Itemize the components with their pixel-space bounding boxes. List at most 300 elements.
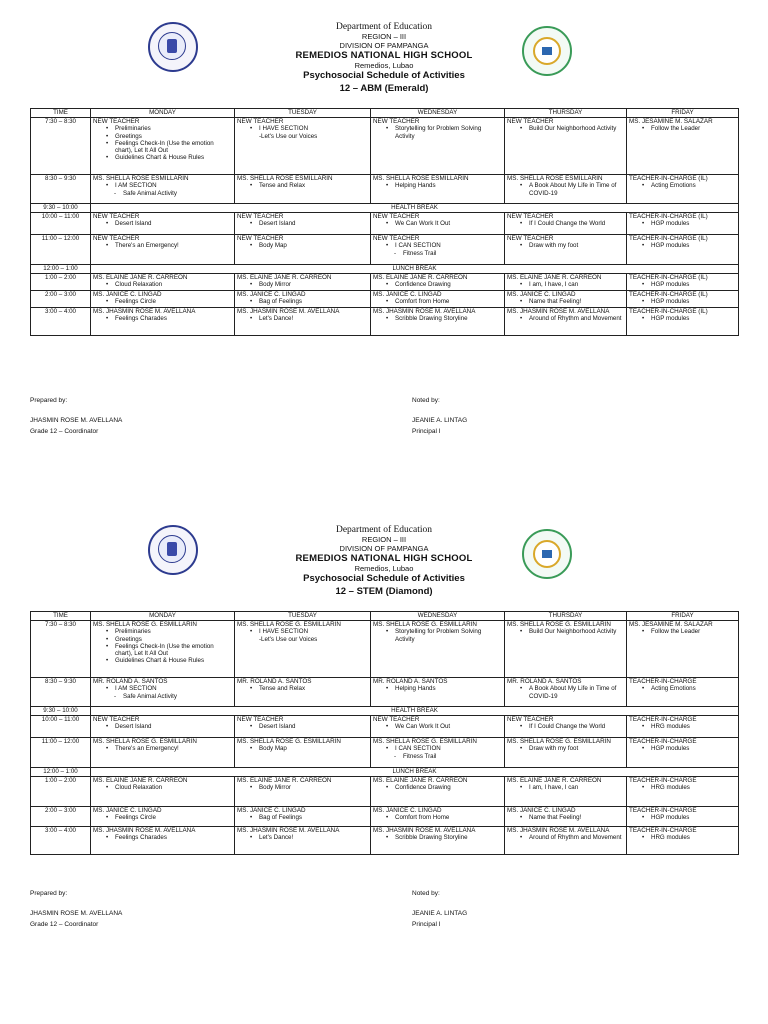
- activity-cell: [627, 827, 739, 855]
- activity-item: • I HAVE SECTION: [259, 628, 368, 635]
- activity-cell: [371, 308, 505, 336]
- teacher-name: MS. ELAINE JANE R. CARREON: [237, 777, 332, 784]
- activity-cell: [235, 827, 371, 855]
- activity-item: • Cloud Relaxation: [115, 281, 232, 288]
- activity-item: -Let's Use our Voices: [259, 132, 318, 140]
- teacher-name: MR. ROLAND A. SANTOS: [93, 678, 168, 685]
- activity-item: • Name that Feeling!: [529, 298, 624, 305]
- time-slot: 8:30 – 9:30: [31, 678, 91, 707]
- activity-cell: [235, 807, 371, 827]
- teacher-name: NEW TEACHER: [93, 716, 140, 723]
- teacher-name: MS. JESAMINE M. SALAZAR: [629, 621, 713, 628]
- activity-item: • Acting Emotions: [651, 685, 736, 692]
- schedule-title: Psychosocial Schedule of Activities: [303, 70, 465, 81]
- time-slot: 10:00 – 11:00: [31, 716, 91, 738]
- teacher-name: TEACHER-IN-CHARGE (IL): [629, 308, 708, 315]
- activity-list: [373, 281, 502, 288]
- teacher-name: MS. JHASMIN ROSE M. AVELLANA: [237, 308, 340, 315]
- teacher-name: MS. ELAINE JANE R. CARREON: [93, 777, 188, 784]
- time-slot: 11:00 – 12:00: [31, 235, 91, 265]
- activity-list: [237, 298, 368, 305]
- activity-list: [373, 298, 502, 305]
- table-header-row: [31, 612, 739, 621]
- column-header: TIME: [31, 612, 91, 621]
- activity-list: [93, 834, 232, 841]
- table-row: [31, 175, 739, 204]
- activity-cell: [91, 777, 235, 807]
- activity-list: [93, 745, 232, 752]
- activity-list: [629, 628, 736, 635]
- activity-item: • Comfort from Home: [395, 298, 502, 305]
- activity-item: • There's an Emergency!: [115, 745, 232, 752]
- department-name: Department of Education: [335, 22, 433, 32]
- schedule-section-stem: [30, 523, 738, 928]
- activity-list: [507, 834, 624, 841]
- teacher-name: MS. ELAINE JANE R. CARREON: [373, 274, 468, 281]
- activity-list: [237, 125, 368, 140]
- activity-list: [93, 182, 232, 197]
- teacher-name: MS. ELAINE JANE R. CARREON: [507, 274, 602, 281]
- school-seal-icon: [522, 529, 572, 579]
- teacher-name: MS. JANICE C. LINGAD: [507, 807, 576, 814]
- activity-list: [507, 298, 624, 305]
- activity-cell: [371, 827, 505, 855]
- activity-cell: [627, 118, 739, 175]
- activity-item: • Feelings Circle: [115, 814, 232, 821]
- activity-list: [507, 315, 624, 322]
- activity-cell: [627, 777, 739, 807]
- activity-cell: [235, 291, 371, 308]
- teacher-name: MS. JHASMIN ROSE M. AVELLANA: [373, 827, 476, 834]
- activity-list: [237, 220, 368, 227]
- column-header: WEDNESDAY: [371, 612, 505, 621]
- time-slot: 9:30 – 10:00: [31, 204, 91, 213]
- activity-list: [373, 784, 502, 791]
- table-row: [31, 777, 739, 807]
- break-row: [31, 768, 739, 777]
- time-slot: 2:00 – 3:00: [31, 807, 91, 827]
- activity-item: • Desert Island: [115, 220, 232, 227]
- activity-item: • Guidelines Chart & House Rules: [115, 657, 232, 664]
- teacher-name: MS. JANICE C. LINGAD: [507, 291, 576, 298]
- teacher-name: MS. SHELLA ROSE G. ESMILLARIN: [93, 621, 197, 628]
- teacher-name: MS. JANICE C. LINGAD: [237, 291, 306, 298]
- activity-item: • Greetings: [115, 636, 232, 643]
- activity-item: • Feelings Check-In (Use the emotion chart), Let It All Out: [115, 140, 232, 155]
- activity-cell: [627, 213, 739, 235]
- activity-cell: [505, 716, 627, 738]
- column-header: THURSDAY: [505, 109, 627, 118]
- teacher-name: NEW TEACHER: [373, 213, 420, 220]
- activity-cell: [235, 621, 371, 678]
- activity-item: • There's an Emergency!: [115, 242, 232, 249]
- teacher-name: NEW TEACHER: [237, 213, 284, 220]
- activity-item: - Fitness Trail: [403, 250, 502, 257]
- prepared-by-label: Prepared by:: [30, 397, 68, 404]
- teacher-name: NEW TEACHER: [507, 213, 554, 220]
- activity-item: • Feelings Check-In (Use the emotion chart), Let It All Out: [115, 643, 232, 658]
- activity-cell: [505, 807, 627, 827]
- activity-item: • Scribble Drawing Storyline: [395, 315, 502, 322]
- activity-list: [507, 723, 624, 730]
- activity-item: • HGP modules: [651, 745, 736, 752]
- teacher-name: NEW TEACHER: [237, 716, 284, 723]
- activity-list: [507, 628, 624, 635]
- activity-cell: [627, 175, 739, 204]
- activity-list: [629, 315, 736, 322]
- teacher-name: TEACHER-IN-CHARGE: [629, 807, 697, 814]
- column-header: TUESDAY: [235, 109, 371, 118]
- activity-list: [373, 315, 502, 322]
- teacher-name: MS. JANICE C. LINGAD: [93, 291, 162, 298]
- table-row: [31, 308, 739, 336]
- activity-cell: [91, 118, 235, 175]
- activity-item: • Helping Hands: [395, 182, 502, 189]
- activity-list: [237, 745, 368, 752]
- activity-list: [237, 784, 368, 791]
- activity-item: • Body Map: [259, 745, 368, 752]
- teacher-name: MS. JHASMIN ROSE M. AVELLANA: [237, 827, 340, 834]
- activity-cell: [235, 274, 371, 291]
- activity-list: [93, 281, 232, 288]
- time-slot: 3:00 – 4:00: [31, 827, 91, 855]
- time-slot: 8:30 – 9:30: [31, 175, 91, 204]
- break-label: HEALTH BREAK: [91, 707, 739, 716]
- activity-item: • Body Map: [259, 242, 368, 249]
- signature-block: [30, 396, 738, 446]
- schedule-section-abm: [30, 20, 738, 435]
- activity-item: • Feelings Charades: [115, 315, 232, 322]
- teacher-name: MR. ROLAND A. SANTOS: [507, 678, 582, 685]
- activity-cell: [505, 827, 627, 855]
- activity-cell: [371, 213, 505, 235]
- column-header: FRIDAY: [627, 109, 739, 118]
- activity-item: • Acting Emotions: [651, 182, 736, 189]
- school-name: REMEDIOS NATIONAL HIGH SCHOOL: [295, 50, 473, 61]
- column-header: WEDNESDAY: [371, 109, 505, 118]
- activity-cell: [505, 738, 627, 768]
- table-header-row: [31, 109, 739, 118]
- activity-item: • HRG modules: [651, 723, 736, 730]
- activity-item: • If I Could Change the World: [529, 723, 624, 730]
- teacher-name: MS. SHELLA ROSE ESMILLARIN: [373, 175, 469, 182]
- activity-cell: [91, 274, 235, 291]
- time-slot: 1:00 – 2:00: [31, 274, 91, 291]
- activity-list: [237, 281, 368, 288]
- activity-item: • HGP modules: [651, 281, 736, 288]
- activity-list: [629, 281, 736, 288]
- school-location: Remedios, Lubao: [354, 564, 414, 573]
- teacher-name: MS. JANICE C. LINGAD: [373, 291, 442, 298]
- activity-cell: [371, 777, 505, 807]
- break-label: LUNCH BREAK: [91, 768, 739, 777]
- activity-cell: [505, 678, 627, 707]
- column-header: MONDAY: [91, 612, 235, 621]
- activity-cell: [371, 118, 505, 175]
- activity-list: [237, 242, 368, 249]
- activity-cell: [371, 274, 505, 291]
- activity-list: [507, 125, 624, 132]
- teacher-name: MS. JESAMINE M. SALAZAR: [629, 118, 713, 125]
- teacher-name: MS. JANICE C. LINGAD: [93, 807, 162, 814]
- preparer-role: Grade 12 – Coordinator: [30, 921, 99, 928]
- activity-item: • HRG modules: [651, 834, 736, 841]
- activity-cell: [371, 291, 505, 308]
- activity-item: • Tense and Relax: [259, 182, 368, 189]
- activity-item: • I am, I have, I can: [529, 281, 624, 288]
- activity-item: • Desert Island: [115, 723, 232, 730]
- activity-item: • I AM SECTION: [115, 685, 232, 692]
- activity-item: • A Book About My Life in Time of COVID-19: [529, 685, 624, 700]
- activity-item: • Body Mirror: [259, 281, 368, 288]
- teacher-name: MS. SHELLA ROSE ESMILLARIN: [507, 175, 603, 182]
- activity-cell: [627, 291, 739, 308]
- activity-list: [93, 814, 232, 821]
- table-row: [31, 716, 739, 738]
- activity-item: • HGP modules: [651, 298, 736, 305]
- activity-list: [629, 685, 736, 692]
- activity-cell: [91, 621, 235, 678]
- activity-list: [373, 182, 502, 189]
- noter-name: JEANIE A. LINTAG: [412, 910, 468, 917]
- prepared-by-label: Prepared by:: [30, 890, 68, 897]
- activity-item: • Bag of Feelings: [259, 298, 368, 305]
- activity-item: • Let's Dance!: [259, 315, 368, 322]
- teacher-name: MS. SHELLA ROSE G. ESMILLARIN: [237, 738, 341, 745]
- teacher-name: MS. JANICE C. LINGAD: [373, 807, 442, 814]
- teacher-name: TEACHER-IN-CHARGE: [629, 777, 697, 784]
- activity-cell: [371, 678, 505, 707]
- activity-list: [629, 784, 736, 791]
- teacher-name: MS. JHASMIN ROSE M. AVELLANA: [507, 308, 610, 315]
- activity-list: [629, 125, 736, 132]
- school-name: REMEDIOS NATIONAL HIGH SCHOOL: [295, 553, 473, 564]
- teacher-name: MS. ELAINE JANE R. CARREON: [373, 777, 468, 784]
- signature-block: [30, 889, 738, 939]
- page-header: [30, 20, 738, 108]
- activity-cell: [627, 621, 739, 678]
- teacher-name: MS. JANICE C. LINGAD: [237, 807, 306, 814]
- activity-list: [629, 182, 736, 189]
- activity-cell: [505, 621, 627, 678]
- school-location: Remedios, Lubao: [354, 61, 414, 70]
- activity-cell: [627, 274, 739, 291]
- activity-item: • Tense and Relax: [259, 685, 368, 692]
- activity-item: • Storytelling for Problem Solving Activity: [395, 125, 502, 140]
- noted-by-label: Noted by:: [412, 890, 440, 897]
- time-slot: 11:00 – 12:00: [31, 738, 91, 768]
- table-row: [31, 807, 739, 827]
- deped-seal-icon: [148, 22, 198, 72]
- activity-item: • Name that Feeling!: [529, 814, 624, 821]
- break-row: [31, 707, 739, 716]
- activity-list: [507, 745, 624, 752]
- activity-item: • I AM SECTION: [115, 182, 232, 189]
- preparer-role: Grade 12 – Coordinator: [30, 428, 99, 435]
- activity-cell: [627, 308, 739, 336]
- activity-list: [237, 723, 368, 730]
- activity-cell: [235, 118, 371, 175]
- activity-item: • Build Our Neighborhood Activity: [529, 628, 624, 635]
- activity-cell: [627, 807, 739, 827]
- teacher-name: MS. SHELLA ROSE G. ESMILLARIN: [507, 738, 611, 745]
- teacher-name: TEACHER-IN-CHARGE: [629, 678, 697, 685]
- time-slot: 2:00 – 3:00: [31, 291, 91, 308]
- noter-role: Principal I: [412, 921, 441, 928]
- activity-item: • HGP modules: [651, 814, 736, 821]
- activity-cell: [91, 807, 235, 827]
- activity-cell: [235, 716, 371, 738]
- activity-item: • Body Mirror: [259, 784, 368, 791]
- activity-item: - Safe Animal Activity: [123, 693, 232, 700]
- time-slot: 7:30 – 8:30: [31, 621, 91, 678]
- teacher-name: TEACHER-IN-CHARGE (IL): [629, 274, 708, 281]
- activity-list: [507, 220, 624, 227]
- activity-cell: [91, 678, 235, 707]
- activity-item: -Let's Use our Voices: [259, 635, 318, 643]
- activity-cell: [627, 716, 739, 738]
- activity-list: [507, 685, 624, 700]
- activity-item: • I am, I have, I can: [529, 784, 624, 791]
- activity-list: [93, 784, 232, 791]
- teacher-name: NEW TEACHER: [237, 235, 284, 242]
- table-row: [31, 274, 739, 291]
- activity-item: • Bag of Feelings: [259, 814, 368, 821]
- activity-item: • HGP modules: [651, 220, 736, 227]
- activity-list: [373, 220, 502, 227]
- teacher-name: MR. ROLAND A. SANTOS: [373, 678, 448, 685]
- strand-label: 12 – STEM (Diamond): [335, 586, 433, 597]
- teacher-name: MS. ELAINE JANE R. CARREON: [507, 777, 602, 784]
- activity-list: [507, 281, 624, 288]
- activity-list: [629, 834, 736, 841]
- time-slot: 12:00 – 1:00: [31, 768, 91, 777]
- table-row: [31, 213, 739, 235]
- teacher-name: TEACHER-IN-CHARGE: [629, 738, 697, 745]
- activity-cell: [235, 235, 371, 265]
- activity-item: • Helping Hands: [395, 685, 502, 692]
- activity-item: • Scribble Drawing Storyline: [395, 834, 502, 841]
- teacher-name: MS. ELAINE JANE R. CARREON: [93, 274, 188, 281]
- activity-list: [237, 315, 368, 322]
- teacher-name: TEACHER-IN-CHARGE (IL): [629, 213, 708, 220]
- activity-cell: [627, 235, 739, 265]
- break-label: HEALTH BREAK: [91, 204, 739, 213]
- column-header: TIME: [31, 109, 91, 118]
- activity-cell: [371, 738, 505, 768]
- activity-item: • We Can Work It Out: [395, 220, 502, 227]
- activity-list: [629, 242, 736, 249]
- activity-item: • Storytelling for Problem Solving Activity: [395, 628, 502, 643]
- teacher-name: MS. JHASMIN ROSE M. AVELLANA: [373, 308, 476, 315]
- teacher-name: MS. JHASMIN ROSE M. AVELLANA: [507, 827, 610, 834]
- activity-item: • Follow the Leader: [651, 628, 736, 635]
- column-header: TUESDAY: [235, 612, 371, 621]
- preparer-name: JHASMIN ROSE M. AVELLANA: [30, 910, 123, 917]
- deped-seal-icon: [148, 525, 198, 575]
- noter-role: Principal I: [412, 428, 441, 435]
- activity-list: [373, 745, 502, 760]
- teacher-name: MS. SHELLA ROSE ESMILLARIN: [237, 175, 333, 182]
- activity-cell: [505, 274, 627, 291]
- activity-list: [373, 685, 502, 692]
- table-row: [31, 621, 739, 678]
- activity-cell: [235, 175, 371, 204]
- activity-list: [237, 685, 368, 692]
- activity-item: • HGP modules: [651, 315, 736, 322]
- activity-item: • Build Our Neighborhood Activity: [529, 125, 624, 132]
- teacher-name: NEW TEACHER: [93, 235, 140, 242]
- teacher-name: MS. SHELLA ROSE G. ESMILLARIN: [373, 738, 477, 745]
- activity-item: • Draw with my foot: [529, 745, 624, 752]
- activity-item: • Greetings: [115, 133, 232, 140]
- activity-item: • Follow the Leader: [651, 125, 736, 132]
- activity-item: • I HAVE SECTION: [259, 125, 368, 132]
- activity-list: [373, 814, 502, 821]
- activity-cell: [505, 118, 627, 175]
- strand-label: 12 – ABM (Emerald): [339, 83, 429, 94]
- teacher-name: MS. SHELLA ROSE G. ESMILLARIN: [93, 738, 197, 745]
- activity-cell: [91, 308, 235, 336]
- activity-item: • Confidence Drawing: [395, 784, 502, 791]
- teacher-name: MS. SHELLA ROSE G. ESMILLARIN: [237, 621, 341, 628]
- activity-list: [507, 784, 624, 791]
- table-row: [31, 738, 739, 768]
- division-label: DIVISION OF PAMPANGA: [339, 544, 429, 553]
- time-slot: 3:00 – 4:00: [31, 308, 91, 336]
- teacher-name: TEACHER-IN-CHARGE (IL): [629, 235, 708, 242]
- activity-list: [507, 182, 624, 197]
- activity-list: [93, 628, 232, 664]
- activity-list: [93, 723, 232, 730]
- activity-cell: [627, 738, 739, 768]
- page-header: [30, 523, 738, 611]
- teacher-name: NEW TEACHER: [93, 213, 140, 220]
- activity-list: [237, 182, 368, 189]
- schedule-table: [30, 108, 739, 336]
- activity-list: [93, 315, 232, 322]
- activity-item: • Desert Island: [259, 723, 368, 730]
- teacher-name: MS. SHELLA ROSE ESMILLARIN: [93, 175, 189, 182]
- activity-cell: [91, 716, 235, 738]
- region-label: REGION – III: [361, 32, 407, 41]
- division-label: DIVISION OF PAMPANGA: [339, 41, 429, 50]
- time-slot: 7:30 – 8:30: [31, 118, 91, 175]
- teacher-name: MS. JHASMIN ROSE M. AVELLANA: [93, 308, 196, 315]
- activity-item: • If I Could Change the World: [529, 220, 624, 227]
- activity-item: • Let's Dance!: [259, 834, 368, 841]
- teacher-name: NEW TEACHER: [93, 118, 140, 125]
- teacher-name: MS. JHASMIN ROSE M. AVELLANA: [93, 827, 196, 834]
- teacher-name: NEW TEACHER: [507, 235, 554, 242]
- break-label: LUNCH BREAK: [91, 265, 739, 274]
- activity-cell: [505, 175, 627, 204]
- activity-item: • Preliminaries: [115, 125, 232, 132]
- teacher-name: NEW TEACHER: [373, 716, 420, 723]
- activity-list: [629, 814, 736, 821]
- teacher-name: TEACHER-IN-CHARGE: [629, 827, 697, 834]
- activity-item: • Desert Island: [259, 220, 368, 227]
- activity-item: • HGP modules: [651, 242, 736, 249]
- activity-cell: [371, 807, 505, 827]
- table-row: [31, 291, 739, 308]
- table-row: [31, 118, 739, 175]
- activity-cell: [235, 678, 371, 707]
- activity-list: [373, 723, 502, 730]
- activity-item: • Comfort from Home: [395, 814, 502, 821]
- school-seal-icon: [522, 26, 572, 76]
- activity-cell: [627, 678, 739, 707]
